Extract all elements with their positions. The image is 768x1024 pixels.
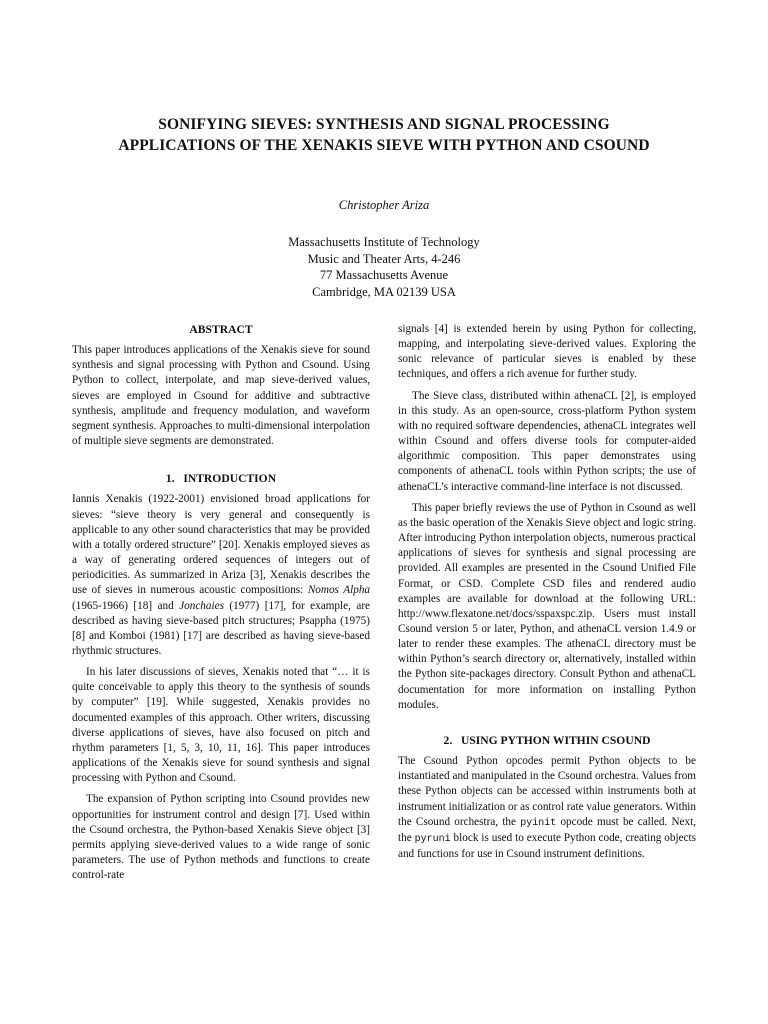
paragraph: Iannis Xenakis (1922-2001) envisioned broad applications for sieves: “sieve theory is very general and consequently is applicable to any other sound characteristics that may be provided with a totally ordered structure” [20]. Xenakis employed sieves as a way of generating ordered sequences of integers out of periodicities. As summarized in Ariza [3], Xenakis describes the use of sieves in numerous acoustic compositions: Nomos Alpha (1965-1966) [18] and Jonchaies (1977) [17], for example, are described as having sieve-based pitch structures; Psappha (1975) [8] and Komboi (1981) [17] are described as having sieve-based rhythmic structures. — [72, 493, 371, 657]
paragraph: signals [4] is extended herein by using Python for collecting, mapping, and interpolating sieve-derived values. Exploring the sonic relevance of particular sieves is enabled by these techniques, and offers a rich avenue for further study. — [398, 323, 696, 381]
affiliation-line: Massachusetts Institute of Technology — [288, 235, 480, 249]
abstract-text: This paper introduces applications of the Xenakis sieve for sound synthesis and signal processing with Python and Csound. Using Python to collect, interpolate, and map sieve-derived values, sieves are employed in Csound for additive and subtractive synthesis, amplitude and frequency modulation, and waveform segment synthesis. Approaches to multi-dimensional interpolation of multiple sieve segments are demonstrated. — [72, 344, 370, 448]
paragraph: This paper briefly reviews the use of Python in Csound as well as the basic operation of the Xenakis Sieve object and logic string. After introducing Python interpolation objects, numerous practical applications of sieves for synthesis and signal processing are provided. All examples are presented in the Csound Unified File Format, or CSD. Complete CSD files and rendered audio examples are available for download at the following URL: http://www.flexatone.net/docs/sspaxspc.zip. Users must install Csound version 5 or later, Python, and athenaCL version 1.4.9 or later to render these examples. The athenaCL directory must be within Python’s search directory or, alternatively, installed within the Python site-packages directory. Consult Python and athenaCL documentation for more information on installing Python modules. — [398, 501, 696, 711]
affiliation-line: Cambridge, MA 02139 USA — [312, 284, 456, 299]
section-heading-introduction: 1. INTRODUCTION — [165, 472, 277, 486]
abstract-heading: ABSTRACT — [189, 323, 253, 336]
affiliation-block — [0, 234, 768, 300]
left-column — [72, 322, 370, 883]
paper-title: SONIFYING SIEVES: SYNTHESIS AND SIGNAL PROCESSING APPLICATIONS OF THE XENAKIS SIEVE WITH PYTHON AND CSOUND — [118, 116, 650, 154]
code-opcode: pyruni — [414, 833, 451, 845]
affiliation-line: 77 Massachusetts Avenue — [319, 268, 449, 283]
paragraph: The Csound Python opcodes permit Python objects to be instantiated and manipulated in the Csound orchestra. Values from these Python objects can be accessed within instruments both at instrument initialization or as control rate value generators. Within the Csound orchestra, the pyinit opcode must be called. Next, the pyruni block is used to execute Python code, creating objects and functions for use in Csound instrument definitions. — [398, 755, 696, 860]
paragraph: The expansion of Python scripting into Csound provides new opportunities for instrument control and design [7]. Used within the Csound orchestra, the Python-based Xenakis Sieve object [3] permits applying sieve-derived values to a wide range of sonic parameters. The use of Python methods and functions to create control-rate — [72, 793, 370, 882]
right-column — [398, 322, 696, 868]
author-name: Christopher Ariza — [338, 198, 430, 212]
affiliation-line: Music and Theater Arts, 4-246 — [307, 251, 461, 266]
paragraph: The Sieve class, distributed within athenaCL [2], is employed in this study. As an open-source, cross-platform Python system with no required software dependencies, athenaCL integrates well within Csound and offers diverse tools for computer-aided algorithmic composition. This paper demonstrates using components of athenaCL tools within Python scripts; the use of athenaCL’s interactive command-line interface is not discussed. — [398, 389, 696, 493]
code-opcode: pyinit — [520, 817, 557, 829]
paragraph: In his later discussions of sieves, Xenakis noted that “… it is quite conceivable to apply this theory to the synthesis of sounds by computer” [19]. While suggested, Xenakis provides no documented examples of this approach. Other writers, discussing diverse applications of sieves, have also focused on pitch and rhythm parameters [1, 5, 3, 10, 11, 16]. This paper introduces applications of the Xenakis sieve for sound synthesis and signal processing with Python and Csound. — [72, 666, 370, 785]
section-heading-using-python: 2. USING PYTHON WITHIN CSOUND — [443, 733, 651, 747]
